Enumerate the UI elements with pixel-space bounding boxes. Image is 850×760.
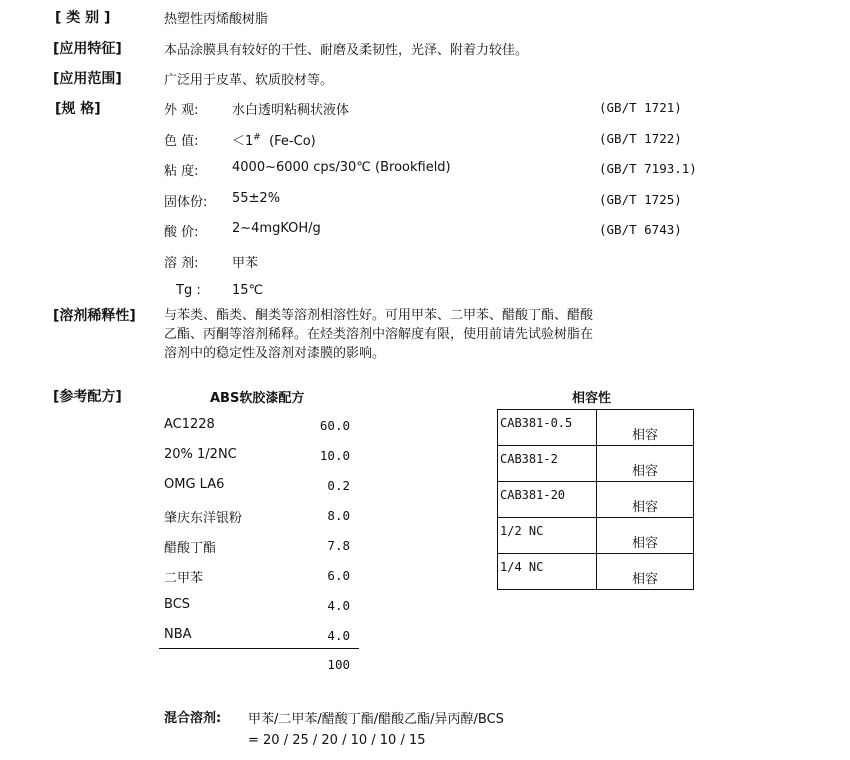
compat-name: CAB381-20: [498, 482, 597, 518]
spec-name: 固体份:: [164, 195, 208, 210]
compat-result: 相容: [597, 482, 694, 518]
dilution-label: [溶剂稀释性]: [53, 308, 136, 324]
ingredient-name: OMG LA6: [164, 477, 225, 492]
table-row: [498, 518, 694, 554]
spec-name: 溶 剂:: [164, 256, 199, 271]
spec-standard: (GB/T 1721): [599, 100, 682, 115]
ingredient-name: 肇庆东洋银粉: [164, 511, 243, 526]
total-divider: [159, 648, 359, 649]
ingredient-amount: 4.0: [327, 628, 350, 643]
spec-name: 粘 度:: [164, 164, 199, 179]
dilution-line: 乙酯、丙酮等溶剂稀释。在烃类溶剂中溶解度有限，使用前请先试验树脂在: [164, 327, 594, 342]
ingredient-amount: 8.0: [327, 508, 350, 523]
mixed-solvents: 甲苯/二甲苯/醋酸丁酯/醋酸乙酯/异丙醇/BCS: [248, 712, 504, 727]
formula-title: ABS软胶漆配方: [210, 391, 305, 406]
ingredient-amount: 0.2: [327, 478, 350, 493]
compat-name: CAB381-2: [498, 446, 597, 482]
dilution-text: [164, 306, 593, 363]
spec-value: 2~4mgKOH/g: [232, 221, 321, 236]
features-value: 本品涂膜具有较好的干性、耐磨及柔韧性，光泽、附着力较佳。: [164, 43, 529, 58]
compat-result: 相容: [597, 410, 694, 446]
mixed-ratio: = 20 / 25 / 20 / 10 / 10 / 15: [248, 733, 426, 748]
spec-value: 55±2%: [232, 191, 281, 206]
table-row: [498, 410, 694, 446]
category-value: 热塑性丙烯酸树脂: [164, 12, 269, 27]
dilution-line: 与苯类、酯类、酮类等溶剂相溶性好。可用甲苯、二甲苯、醋酸丁酯、醋酸: [164, 308, 594, 323]
ingredient-amount: 60.0: [319, 418, 350, 433]
table-row: [498, 482, 694, 518]
formula-label: [参考配方]: [53, 389, 122, 405]
specs-label: [规 格]: [55, 101, 101, 117]
compat-result: 相容: [597, 446, 694, 482]
ingredient-name: BCS: [164, 597, 191, 612]
ingredient-name: 二甲苯: [164, 571, 204, 586]
compat-result: 相容: [597, 554, 694, 590]
spec-value: 15℃: [232, 283, 264, 298]
mixed-label: 混合溶剂:: [164, 711, 222, 726]
compat-title: 相容性: [572, 391, 612, 406]
spec-value: 4000~6000 cps/30℃ (Brookfield): [232, 160, 451, 175]
ingredient-name: AC1228: [164, 417, 215, 432]
compat-result: 相容: [597, 518, 694, 554]
spec-standard: (GB/T 6743): [599, 222, 682, 237]
compat-name: 1/4 NC: [498, 554, 597, 590]
ingredient-amount: 4.0: [327, 598, 350, 613]
ingredient-amount: 6.0: [327, 568, 350, 583]
scope-value: 广泛用于皮革、软质胶材等。: [164, 73, 334, 88]
spec-standard: (GB/T 1722): [599, 131, 682, 146]
ingredient-name: NBA: [164, 627, 192, 642]
ingredient-amount: 10.0: [319, 448, 350, 463]
table-row: [498, 554, 694, 590]
compat-table: [497, 409, 694, 590]
spec-value: 甲苯: [232, 256, 259, 271]
spec-standard: (GB/T 1725): [599, 192, 682, 207]
compat-name: CAB381-0.5: [498, 410, 597, 446]
spec-name: 酸 价:: [164, 225, 199, 240]
formula-total: 100: [327, 657, 350, 672]
spec-name: 外 观:: [164, 103, 199, 118]
category-label: [ 类 别 ]: [55, 10, 111, 26]
compat-name: 1/2 NC: [498, 518, 597, 554]
scope-label: [应用范围]: [53, 71, 122, 87]
ingredient-name: 20% 1/2NC: [164, 447, 237, 462]
spec-standard: (GB/T 7193.1): [599, 161, 697, 176]
dilution-line: 溶剂中的稳定性及溶剂对漆膜的影响。: [164, 346, 386, 361]
spec-value: 水白透明粘稠状液体: [232, 103, 350, 118]
ingredient-amount: 7.8: [327, 538, 350, 553]
features-label: [应用特征]: [53, 41, 122, 57]
table-row: [498, 446, 694, 482]
ingredient-name: 醋酸丁酯: [164, 541, 217, 556]
spec-value: ＜1# (Fe-Co): [232, 132, 316, 149]
spec-name: Tg :: [176, 283, 201, 298]
spec-name: 色 值:: [164, 134, 199, 149]
